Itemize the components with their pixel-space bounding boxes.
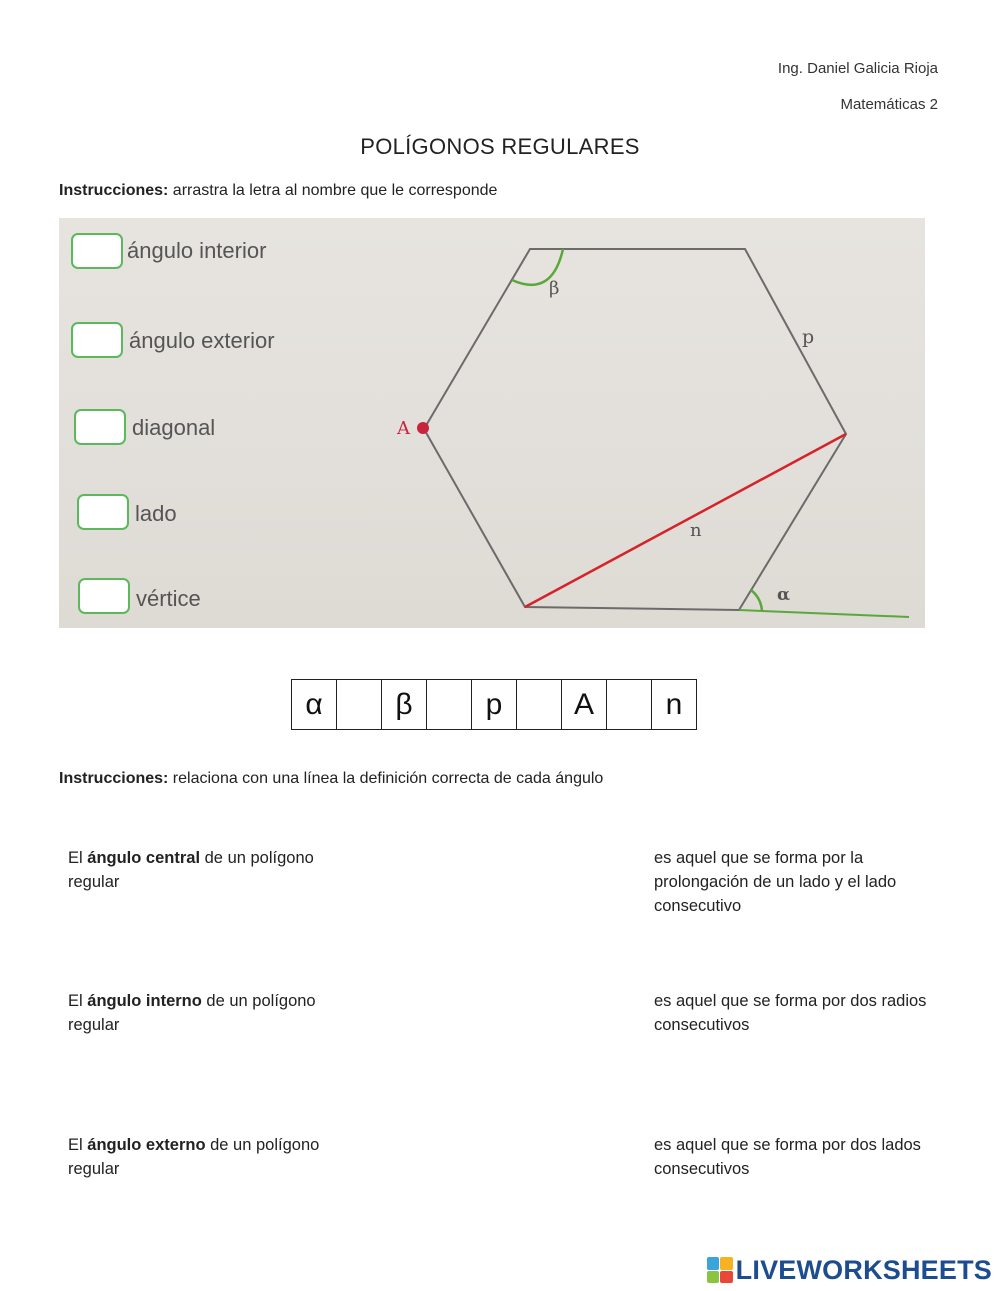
instructions-drag	[59, 182, 497, 200]
label-angulo-exterior: ángulo exterior	[129, 328, 275, 353]
page-title: POLÍGONOS REGULARES	[360, 134, 640, 159]
definition-right-2[interactable]: es aquel que se forma por dos radios consecutivos	[654, 992, 927, 1034]
letter-alpha[interactable]: α	[292, 680, 337, 730]
mark-n: n	[690, 520, 702, 541]
author-name: Ing. Daniel Galicia Rioja	[777, 60, 938, 77]
liveworksheets-icon	[707, 1257, 733, 1283]
instructions-text: arrastra la letra al nombre que le corresponde	[168, 182, 498, 199]
label-vertice: vértice	[136, 586, 201, 611]
alpha-angle-arc	[751, 590, 762, 611]
logo-text: LIVEWORKSHEETS	[735, 1254, 992, 1285]
label-diagonal: diagonal	[132, 415, 216, 440]
term-angulo-externo: ángulo externo	[87, 1136, 206, 1154]
mark-p: p	[802, 326, 815, 348]
definition-left-1[interactable]: El ángulo central de un polígono regular	[68, 849, 314, 891]
vertex-point-a	[417, 422, 429, 434]
term-angulo-central: ángulo central	[87, 849, 201, 867]
letter-slot-empty	[337, 680, 382, 730]
letter-slot-empty	[517, 680, 562, 730]
side-extension-line	[739, 610, 909, 617]
hexagon-figure	[59, 218, 925, 628]
mark-a: A	[397, 418, 410, 439]
definition-right-3[interactable]: es aquel que se forma por dos lados consecutivos	[654, 1136, 921, 1178]
hexagon-shape	[424, 249, 846, 610]
definition-left-3[interactable]: El ángulo externo de un polígono regular	[68, 1136, 320, 1178]
term-angulo-interno: ángulo interno	[87, 992, 202, 1010]
letter-slot-empty	[427, 680, 472, 730]
letter-n[interactable]: n	[652, 680, 697, 730]
letters-bank	[291, 679, 697, 730]
liveworksheets-logo	[707, 1254, 992, 1286]
label-angulo-interior: ángulo interior	[127, 238, 267, 263]
definition-right-1[interactable]: es aquel que se forma por la prolongación de un lado y el lado consecutivo	[654, 849, 897, 915]
letter-p[interactable]: p	[472, 680, 517, 730]
mark-alpha: α	[777, 585, 791, 605]
instructions-label: Instrucciones:	[59, 182, 169, 199]
hexagon-diagram	[59, 218, 925, 628]
instructions-match	[59, 770, 603, 788]
letter-beta[interactable]: β	[382, 680, 427, 730]
letter-slot-empty	[607, 680, 652, 730]
definition-left-2[interactable]: El ángulo interno de un polígono regular	[68, 992, 316, 1034]
instructions-label: Instrucciones:	[59, 770, 169, 787]
diagonal-line	[525, 434, 846, 607]
subject-name: Matemáticas 2	[840, 96, 938, 113]
instructions-text: relaciona con una línea la definición correcta de cada ángulo	[168, 770, 604, 787]
mark-beta: β	[549, 278, 560, 299]
letter-a[interactable]: A	[562, 680, 607, 730]
label-lado: lado	[135, 501, 177, 526]
